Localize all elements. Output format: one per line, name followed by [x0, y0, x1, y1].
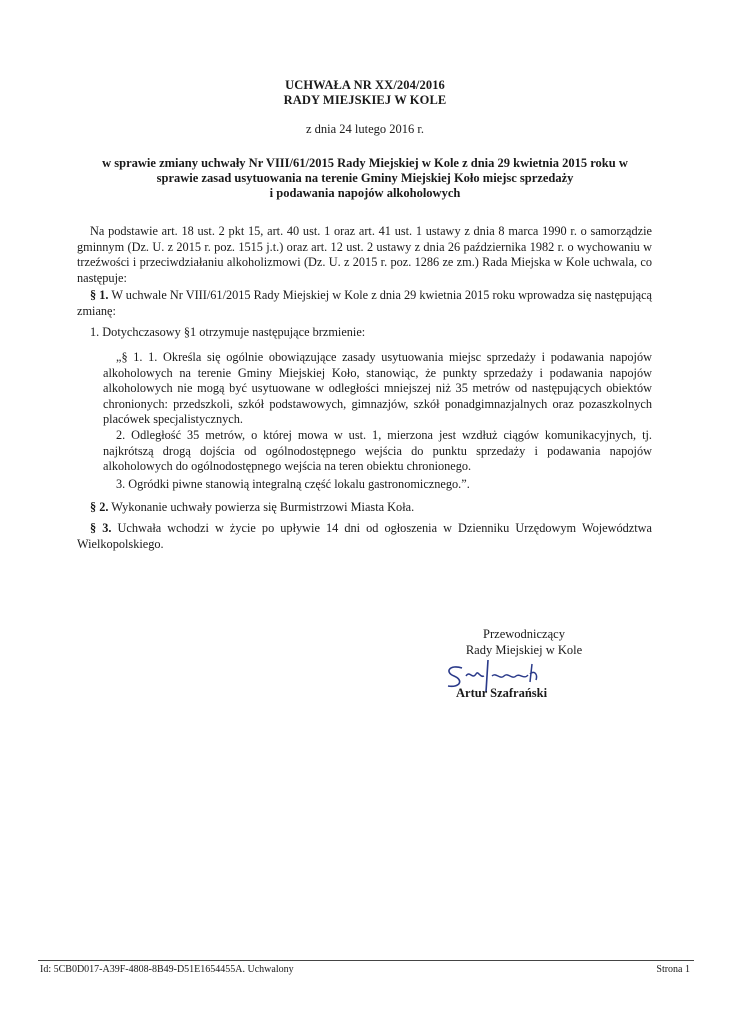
- quoted-section-3: [103, 477, 652, 493]
- footer-id: Id: 5CB0D017-A39F-4808-8B49-D51E1654455A. Uchwalony: [40, 964, 294, 975]
- subject-line-2: sprawie zasad usytuowania na terenie Gminy Miejskiej Koło miejsc sprzedaży: [156, 171, 574, 185]
- document-subject: [0, 156, 730, 201]
- preamble-text: Na podstawie art. 18 ust. 2 pkt 15, art. 40 ust. 1 oraz art. 41 ust. 1 ustawy z dnia 8 marca 1990 r. o samorządzie gminnym (Dz. U. z 2015 r. poz. 1515 j.t.) oraz art. 12 ust. 2 ustawy z dnia 26 października 1982 r. o wychowaniu w trzeźwości i przeciwdziałaniu alkoholizmowi (Dz. U. z 2015 r. poz. 1286 ze zm.) Rada Miejska w Kole uchwala, co następuje:: [77, 224, 652, 285]
- title-line-1: UCHWAŁA NR XX/204/2016: [285, 78, 445, 92]
- paragraph-1-text: W uchwale Nr VIII/61/2015 Rady Miejskiej w Kole z dnia 29 kwietnia 2015 roku wprowadza się następującą zmianę:: [77, 288, 652, 318]
- signature-role-line-2: Rady Miejskiej w Kole: [465, 643, 583, 657]
- signature-role-line-1: Przewodniczący: [483, 627, 565, 641]
- preamble: [77, 224, 652, 286]
- document-date: z dnia 24 lutego 2016 r.: [305, 122, 425, 136]
- paragraph-3-text: Uchwała wchodzi w życie po upływie 14 dni od ogłoszenia w Dzienniku Urzędowym Województwa Wielkopolskiego.: [77, 521, 652, 551]
- paragraph-2-label: § 2.: [90, 500, 109, 514]
- paragraph-1: [77, 288, 652, 319]
- subject-line-1: w sprawie zmiany uchwały Nr VIII/61/2015 Rady Miejskiej w Kole z dnia 29 kwietnia 2015 roku w: [102, 156, 628, 170]
- signature-name: Artur Szafrański: [456, 686, 548, 700]
- title-line-2: RADY MIEJSKIEJ W KOLE: [283, 93, 447, 107]
- paragraph-3: [77, 521, 652, 552]
- subject-line-3: i podawania napojów alkoholowych: [269, 186, 461, 200]
- item-1: [90, 325, 650, 341]
- footer-page-number: Strona 1: [656, 964, 690, 975]
- quoted-section-1: [103, 350, 652, 428]
- paragraph-3-label: § 3.: [90, 521, 112, 535]
- quoted-section-2: [103, 428, 652, 475]
- item-1-text: 1. Dotychczasowy §1 otrzymuje następujące brzmienie:: [90, 325, 366, 339]
- document-title: [0, 78, 730, 108]
- paragraph-1-label: § 1.: [90, 288, 109, 302]
- paragraph-2-text: Wykonanie uchwały powierza się Burmistrzowi Miasta Koła.: [108, 500, 415, 514]
- signature-block: [444, 626, 604, 658]
- footer-divider: [38, 960, 694, 961]
- quoted-section-2-text: 2. Odległość 35 metrów, o której mowa w ust. 1, mierzona jest wzdłuż ciągów komunikacyjnych, tj. najkrótszą drogą dojścia od ogólnodostępnego wejścia do punktu sprzedaży i podawania napojów alkoholowych do ogólnodostępnego wejścia na teren obiektu chronionego.: [103, 428, 652, 473]
- paragraph-2: [77, 500, 652, 516]
- quoted-section-3-text: 3. Ogródki piwne stanowią integralną część lokalu gastronomicznego.”.: [116, 477, 470, 491]
- quoted-section-1-text: „§ 1. 1. Określa się ogólnie obowiązujące zasady usytuowania miejsc sprzedaży i podawania napojów alkoholowych na terenie Gminy Miejskiej Koło, stanowiąc, że punkty sprzedaży i podawania napojów alkoholowych nie mogą być usytuowane w odległości mniejszej niż 35 metrów od następujących obiektów chronionych: przedszkoli, szkół podstawowych, gimnazjów, szkół ponadgimnazjalnych oraz pozaszkolnych placówek specjalistycznych.: [103, 350, 652, 426]
